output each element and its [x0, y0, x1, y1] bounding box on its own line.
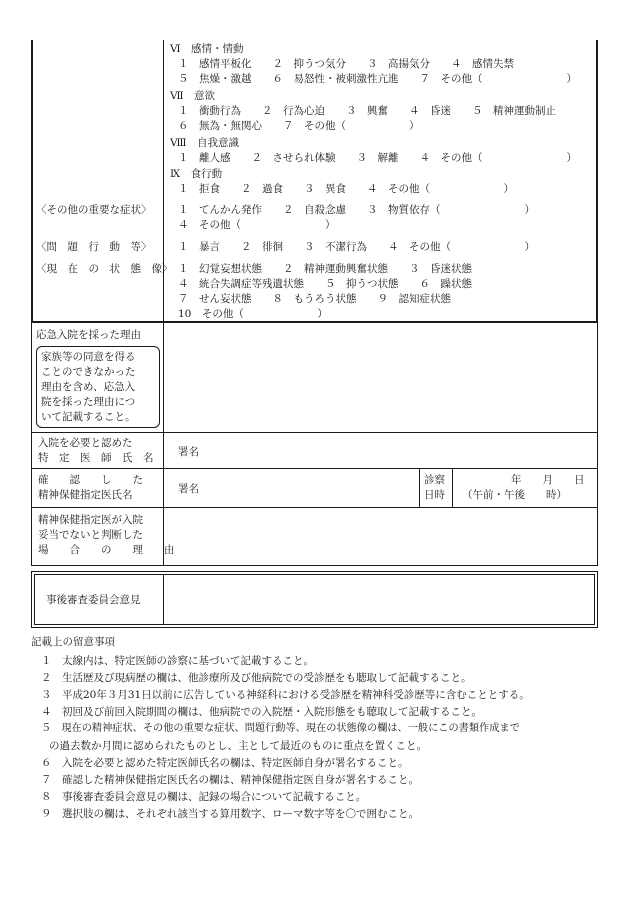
will-header: Ⅶ 意欲 — [170, 90, 216, 102]
confirming-doctor-sign-label: 署名 — [178, 483, 199, 495]
mid-col-divider — [163, 323, 164, 565]
specified-doctor-signature-field[interactable] — [205, 436, 595, 466]
eating-header: Ⅸ 食行動 — [170, 168, 223, 180]
emergency-reason-field[interactable] — [165, 325, 595, 430]
note-1: １ 太線内は、特定医師の診察に基づいて記載すること。 — [41, 655, 314, 667]
note-4: ４ 初回及び前回入院期間の欄は、他病院での入院歴・入院形態をも聴取して記載すること。 — [41, 706, 482, 718]
mid-right-border — [597, 323, 598, 566]
exam-date-line[interactable]: 年 月 日 — [511, 474, 585, 486]
specified-doctor-label-1: 入院を必要と認めた — [38, 437, 133, 449]
note-5b: の過去数か月間に認められたものとし、主として最近のものに重点を置くこと。 — [49, 740, 427, 752]
note-2: ２ 生活歴及び現病歴の欄は、他診療所及び他病院での受診歴をも聴取して記載すること。 — [41, 672, 472, 684]
current-state-options-2: ４ 統合失調症等残遺状態 ５ 抑うつ状態 ６ 躁状態 — [178, 278, 472, 290]
emotion-options-1: １ 感情平板化 ２ 抑うつ気分 ３ 高揚気分 ４ 感情失禁 — [178, 58, 514, 70]
top-right-thick-border — [596, 40, 598, 323]
committee-col-divider — [163, 574, 164, 625]
note-3: ３ 平成20年３月31日以前に広告している神経科における受診歴を精神科受診歴等に含むこととする。 — [41, 689, 530, 701]
top-left-thick-border — [31, 40, 33, 323]
exam-time-line[interactable]: （午前・午後 時） — [462, 489, 567, 501]
committee-opinion-field[interactable] — [166, 576, 593, 623]
other-symptoms-options-1: １ てんかん発作 ２ 自殺念慮 ３ 物質依存（ ） — [178, 204, 535, 216]
note-6: ６ 入院を必要と認めた特定医師氏名の欄は、特定医師自身が署名すること。 — [41, 757, 409, 769]
notes-title: 記載上の留意事項 — [31, 636, 115, 648]
emergency-note-line-4: 院を採った理由につ — [41, 396, 136, 408]
problem-behavior-options: １ 暴言 ２ 徘徊 ３ 不潔行為 ４ その他（ ） — [178, 241, 535, 253]
row-sep-2 — [31, 468, 598, 469]
exam-datetime-label-2: 日時 — [424, 489, 445, 501]
will-options-1: １ 衝動行為 ２ 行為心迫 ３ 興奮 ４ 昏迷 ５ 精神運動制止 — [178, 105, 556, 117]
current-state-options-4: 10 その他（ ） — [178, 308, 328, 320]
top-divider-line — [163, 40, 164, 321]
specified-doctor-sign-label: 署名 — [178, 446, 199, 458]
eating-options-1: １ 拒食 ２ 過食 ３ 異食 ４ その他（ ） — [178, 183, 514, 195]
exam-datetime-label-1: 診察 — [424, 474, 445, 486]
other-symptoms-label: 〈その他の重要な症状〉 — [36, 204, 152, 216]
exam-col-divider-2 — [452, 468, 453, 507]
not-appropriate-reason-field[interactable] — [165, 509, 595, 563]
emergency-reason-label: 応急入院を採った理由 — [36, 329, 141, 341]
current-state-options-1: １ 幻覚妄想状態 ２ 精神運動興奮状態 ３ 昏迷状態 — [178, 263, 472, 275]
emergency-note-line-1: 家族等の同意を得る — [41, 351, 136, 363]
note-9: ９ 選択肢の欄は、それぞれ該当する算用数字、ローマ数字等を〇で囲むこと。 — [41, 808, 419, 820]
emergency-note-line-2: ことのできなかった — [41, 366, 136, 378]
not-appropriate-label-2: 妥当でないと判断した — [38, 529, 143, 541]
mid-left-border — [31, 323, 32, 566]
not-appropriate-label-1: 精神保健指定医が入院 — [38, 514, 143, 526]
confirming-doctor-label-2: 精神保健指定医氏名 — [38, 489, 133, 501]
row-sep-3 — [31, 507, 598, 508]
specified-doctor-label-2: 特 定 医 師 氏 名 — [38, 452, 154, 464]
emotion-header: Ⅵ 感情・情動 — [170, 43, 244, 55]
not-appropriate-label-3: 場 合 の 理 由 — [38, 544, 175, 556]
ego-options-1: １ 離人感 ２ させられ体験 ３ 解離 ４ その他（ ） — [178, 152, 577, 164]
note-5a: ５ 現在の精神症状、その他の重要な症状、問題行動等、現在の状態像の欄は、一般にこの書類作成まで — [41, 723, 520, 734]
current-state-label: 〈現 在 の 状 態 像〉 — [36, 263, 173, 275]
other-symptoms-options-2: ４ その他（ ） — [178, 219, 336, 231]
committee-label: 事後審査委員会意見 — [46, 594, 141, 606]
top-bottom-thick-border — [31, 321, 598, 323]
confirming-doctor-label-1: 確 認 し た — [38, 474, 143, 486]
problem-behavior-label: 〈問 題 行 動 等〉 — [36, 241, 152, 253]
current-state-options-3: ７ せん妄状態 ８ もうろう状態 ９ 認知症状態 — [178, 293, 451, 305]
emergency-note-line-5: いて記載すること。 — [41, 411, 136, 423]
ego-header: Ⅷ 自我意識 — [170, 137, 240, 149]
row-sep-1 — [31, 432, 598, 433]
will-options-2: ６ 無為・無関心 ７ その他（ ） — [178, 120, 420, 132]
emergency-note-line-3: 理由を含め、応急入 — [41, 381, 136, 393]
note-8: ８ 事後審査委員会意見の欄は、記録の場合について記載すること。 — [41, 791, 367, 803]
note-7: ７ 確認した精神保健指定医氏名の欄は、精神保健指定医自身が署名すること。 — [41, 774, 419, 786]
confirming-doctor-signature-field[interactable] — [205, 471, 415, 505]
emotion-options-2: ５ 焦燥・激越 ６ 易怒性・被刺激性亢進 ７ その他（ ） — [178, 73, 577, 85]
mid-bottom-border — [31, 565, 598, 566]
exam-col-divider-1 — [419, 468, 420, 507]
